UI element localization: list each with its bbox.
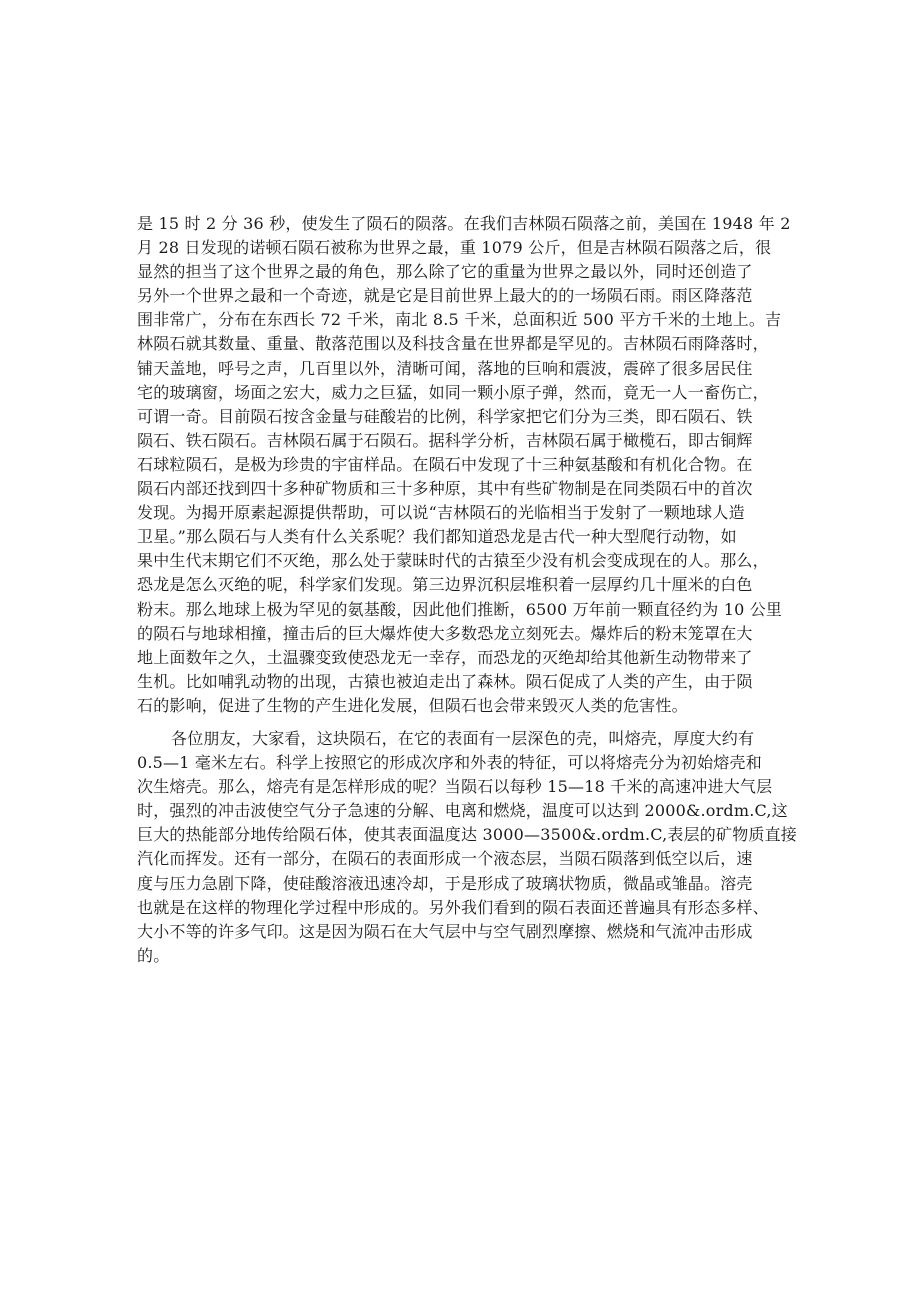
text-line: 0.5—1 毫米左右。科学上按照它的形成次序和外表的特征，可以将熔壳分为初始熔壳和 bbox=[137, 753, 762, 773]
paragraph-fusion-crust bbox=[137, 727, 800, 968]
text-line: 巨大的热能部分地传给陨石体，使其表面温度达 3000—3500&.ordm.C,表层的矿物质直接 bbox=[137, 825, 797, 845]
text-line: 石球粒陨石，是极为珍贵的宇宙样品。在陨石中发现了十三种氨基酸和有机化合物。在 bbox=[137, 454, 753, 474]
text-line: 显然的担当了这个世界之最的角色，那么除了它的重量为世界之最以外，同时还创造了 bbox=[137, 262, 753, 282]
text-line: 可谓一奇。目前陨石按含金量与硅酸岩的比例，科学家把它们分为三类，即石陨石、铁 bbox=[137, 406, 753, 426]
text-line: 卫星。”那么陨石与人类有什么关系呢？我们都知道恐龙是古代一种大型爬行动物，如 bbox=[137, 527, 737, 547]
text-line: 是 15 时 2 分 36 秒，使发生了陨石的陨落。在我们吉林陨石陨落之前，美国在 1948 年 2 bbox=[137, 214, 791, 233]
text-line: 铺天盖地，呼号之声，几百里以外，清晰可闻，落地的巨响和震波，震碎了很多居民住 bbox=[137, 358, 753, 378]
text-line: 也就是在这样的物理化学过程中形成的。另外我们看到的陨石表面还普遍具有形态多样、 bbox=[137, 897, 769, 917]
text-line: 度与压力急剧下降，使硅酸溶液迅速冷却，于是形成了玻璃状物质，微晶或雏晶。溶壳 bbox=[137, 873, 753, 893]
text-line: 月 28 日发现的诺顿石陨石被称为世界之最，重 1079 公斤，但是吉林陨石陨落之后，很 bbox=[137, 238, 772, 258]
text-line: 生机。比如哺乳动物的出现，古猿也被迫走出了森林。陨石促成了人类的产生，由于陨 bbox=[137, 671, 753, 691]
text-line: 发现。为揭开原素起源提供帮助，可以说“吉林陨石的光临相当于发射了一颗地球人造 bbox=[137, 503, 745, 523]
text-line: 陨石内部还找到四十多种矿物质和三十多种原，其中有些矿物制是在同类陨石中的首次 bbox=[137, 479, 753, 499]
text-line: 粉末。那么地球上极为罕见的氨基酸，因此他们推断，6500 万年前一颗直径约为 10 公里 bbox=[137, 599, 783, 619]
text-line: 地上面数年之久，土温骤变致使恐龙无一幸存，而恐龙的灭绝却给其他新生动物带来了 bbox=[137, 647, 753, 667]
text-line: 另外一个世界之最和一个奇迹，就是它是目前世界上最大的的一场陨石雨。雨区降落范 bbox=[137, 286, 753, 306]
text-line: 果中生代末期它们不灭绝，那么处于蒙昧时代的古猿至少没有机会变成现在的人。那么， bbox=[137, 551, 769, 571]
text-line: 的陨石与地球相撞，撞击后的巨大爆炸使大多数恐龙立刻死去。爆炸后的粉末笼罩在大 bbox=[137, 623, 753, 643]
text-line: 大小不等的许多气印。这是因为陨石在大气层中与空气剧烈摩擦、燃烧和气流冲击形成 bbox=[137, 921, 753, 941]
text-line: 石的影响，促进了生物的产生进化发展，但陨石也会带来毁灭人类的危害性。 bbox=[137, 695, 688, 715]
text-line: 围非常广，分布在东西长 72 千米，南北 8.5 千米，总面积近 500 平方千米的土地上。吉 bbox=[137, 310, 782, 330]
text-line: 恐龙是怎么灭绝的呢，科学家们发现。第三边界沉积层堆积着一层厚约几十厘米的白色 bbox=[137, 575, 753, 595]
text-line: 时，强烈的冲击波使空气分子急速的分解、电离和燃烧，温度可以达到 2000&.ordm.C,这 bbox=[137, 801, 788, 821]
paragraph-meteorite-history bbox=[137, 212, 800, 718]
text-line: 汽化而挥发。还有一部分，在陨石的表面形成一个液态层，当陨石陨落到低空以后，速 bbox=[137, 849, 753, 869]
text-line: 林陨石就其数量、重量、散落范围以及科技含量在世界都是罕见的。吉林陨石雨降落时， bbox=[137, 334, 769, 354]
text-line: 的。 bbox=[137, 945, 170, 965]
text-line: 陨石、铁石陨石。吉林陨石属于石陨石。据科学分析，吉林陨石属于橄榄石，即古铜辉 bbox=[137, 430, 753, 450]
text-line: 宅的玻璃窗，场面之宏大，威力之巨猛，如同一颗小原子弹，然而，竟无一人一畜伤亡， bbox=[137, 382, 769, 402]
text-line: 次生熔壳。那么，熔壳有是怎样形成的呢？当陨石以每秒 15—18 千米的高速冲进大气层 bbox=[137, 777, 773, 797]
text-line: 各位朋友，大家看，这块陨石，在它的表面有一层深色的壳，叫熔壳，厚度大约有 bbox=[171, 729, 755, 748]
